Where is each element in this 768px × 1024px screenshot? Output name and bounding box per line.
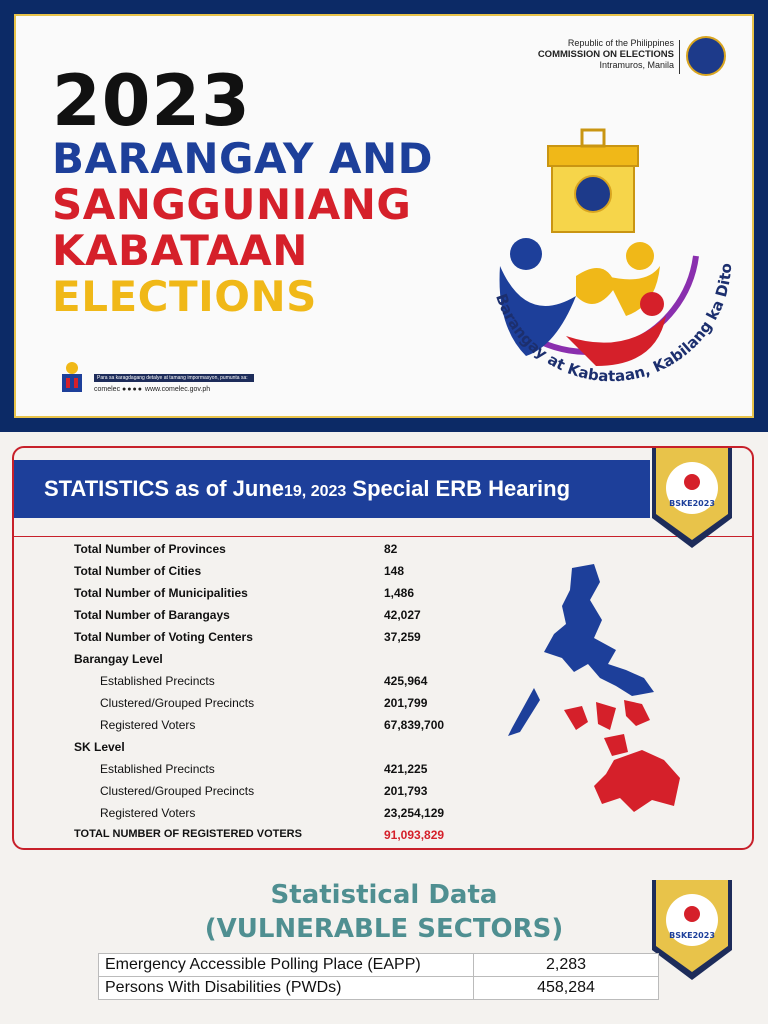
stats-title-tail: Special ERB Hearing	[352, 476, 571, 501]
header-republic: Republic of the Philippines	[567, 38, 674, 48]
vulnerable-sectors-table	[98, 953, 659, 1000]
banner-title-line2: SANGGUNIANG	[52, 180, 412, 229]
stat-label: Established Precincts	[100, 762, 215, 776]
vulnerable-title-line2: (VULNERABLE SECTORS)	[204, 914, 564, 944]
lighthouse-icon	[58, 358, 86, 398]
bske-ribbon-badge-bottom	[652, 880, 732, 980]
header-comelec: COMMISSION ON ELECTIONS	[537, 49, 674, 60]
vulnerable-title-line1: Statistical Data	[270, 880, 498, 910]
header-divider-line	[14, 536, 754, 537]
social-icons: ●●●●	[122, 386, 143, 393]
stat-value: 201,793	[384, 784, 428, 798]
stat-value: 37,259	[384, 630, 421, 644]
stat-value: 421,225	[384, 762, 428, 776]
banner-panel	[14, 14, 754, 418]
stat-label: SK Level	[74, 740, 125, 754]
table-row	[99, 977, 659, 1000]
footer-info-strip: Para sa karagdagang detalye at tamang impormasyon, pumunta sa:	[94, 374, 254, 382]
bske-ribbon-badge-top	[652, 448, 732, 548]
statistics-card	[12, 446, 754, 850]
banner-title-line4: ELECTIONS	[52, 272, 317, 321]
stat-value: 201,799	[384, 696, 428, 710]
comelec-seal-icon	[686, 36, 726, 76]
election-banner	[0, 0, 768, 432]
stat-value: 1,486	[384, 586, 415, 600]
stat-label: Total Number of Cities	[74, 564, 202, 578]
sector-value: 2,283	[474, 954, 659, 977]
stat-label: Registered Voters	[100, 718, 196, 732]
stat-label: Total Number of Voting Centers	[74, 630, 253, 644]
stat-label: Clustered/Grouped Precincts	[100, 696, 255, 710]
sector-label: Persons With Disabilities (PWDs)	[99, 977, 474, 1000]
stat-value: 425,964	[384, 674, 428, 688]
stat-value: 148	[384, 564, 405, 578]
footer-links	[94, 386, 210, 393]
header-location: Intramuros, Manila	[599, 60, 674, 70]
stat-label: TOTAL NUMBER OF REGISTERED VOTERS	[74, 828, 302, 840]
stat-label: Total Number of Municipalities	[74, 586, 248, 600]
header-divider	[679, 40, 680, 74]
stat-label: Total Number of Provinces	[74, 542, 226, 556]
sector-value: 458,284	[474, 977, 659, 1000]
statistics-header	[14, 460, 650, 518]
stat-label: Established Precincts	[100, 674, 215, 688]
stat-label: Total Number of Barangays	[74, 608, 230, 622]
footer-handle: comelec	[94, 386, 121, 393]
sector-label: Emergency Accessible Polling Place (EAPP)	[99, 954, 474, 977]
stats-title-main: STATISTICS as of June	[44, 476, 284, 501]
stat-label: Clustered/Grouped Precincts	[100, 784, 255, 798]
banner-title-line3: KABATAAN	[52, 226, 308, 275]
ribbon-label-top: BSKE2023	[669, 499, 715, 508]
footer-website[interactable]: www.comelec.gov.ph	[144, 386, 211, 393]
stat-value: 23,254,129	[384, 806, 445, 820]
stat-label: Barangay Level	[74, 652, 163, 666]
stat-label: Registered Voters	[100, 806, 196, 820]
bske-logo-icon	[456, 126, 754, 406]
stat-value: 42,027	[384, 608, 421, 622]
stat-value: 67,839,700	[384, 718, 445, 732]
philippines-map-icon	[504, 560, 704, 820]
stats-title-date: 19, 2023	[284, 483, 347, 500]
table-row	[99, 954, 659, 977]
comelec-header	[538, 38, 674, 71]
banner-year: 2023	[52, 60, 251, 142]
ribbon-label-bottom: BSKE2023	[669, 931, 715, 940]
stat-value: 91,093,829	[384, 828, 445, 842]
banner-title-line1: BARANGAY AND	[52, 134, 434, 183]
stat-value: 82	[384, 542, 398, 556]
banner-slogan: Barangay at Kabataan, Kabilang ka Dito	[492, 262, 736, 386]
